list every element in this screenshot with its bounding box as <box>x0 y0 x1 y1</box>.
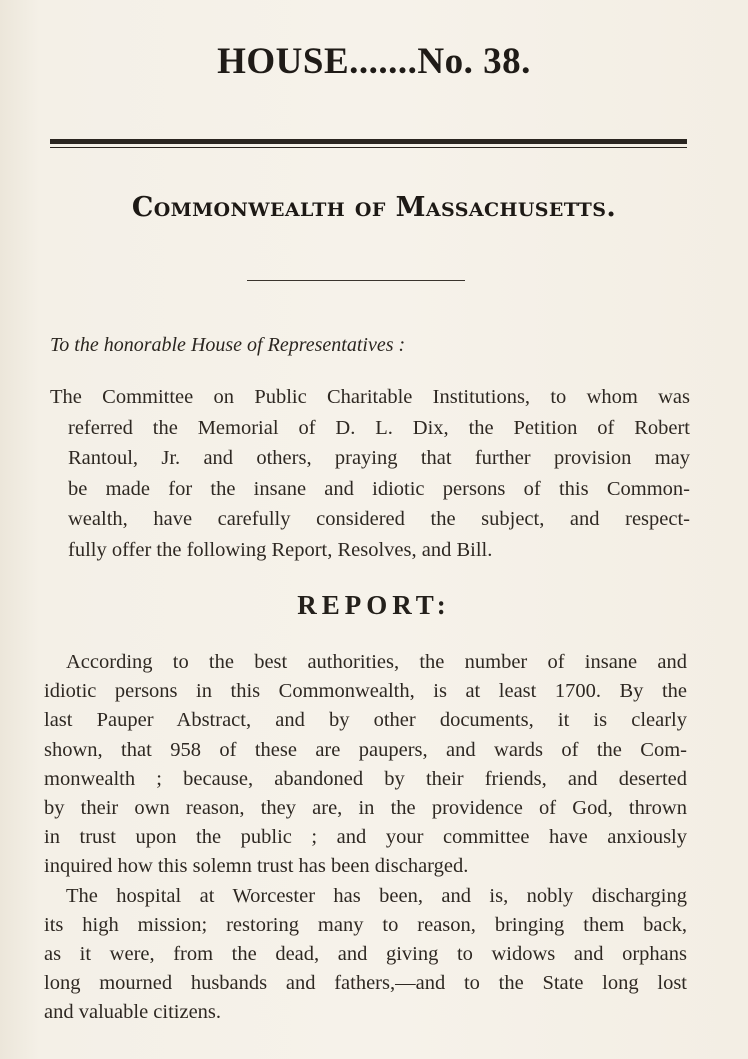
report-heading: REPORT: <box>297 590 451 620</box>
paragraph2-line: as it were, from the dead, and giving to widows and orphans <box>44 943 687 966</box>
document-number-heading: HOUSE.......No. 38. <box>217 41 531 82</box>
report-body <box>44 648 687 1028</box>
paragraph1-line: in trust upon the public ; and your committee have anxiously <box>44 826 687 849</box>
intro-line: fully offer the following Report, Resolves, and Bill. <box>68 538 493 561</box>
commonwealth-title: Commonwealth of Massachusetts. <box>131 192 617 223</box>
intro-paragraph <box>50 382 690 565</box>
heading-rule-thick <box>50 139 687 144</box>
paragraph1-line: monwealth ; because, abandoned by their friends, and deserted <box>44 767 687 790</box>
paragraph2-line: and valuable citizens. <box>44 1001 222 1024</box>
salutation: To the honorable House of Representatives : <box>50 334 406 356</box>
paragraph2-line: its high mission; restoring many to reason, bringing them back, <box>44 913 687 936</box>
paragraph1-line: inquired how this solemn trust has been discharged. <box>44 855 469 878</box>
paragraph1-line: by their own reason, they are, in the providence of God, thrown <box>44 797 687 820</box>
paragraph2-line: long mourned husbands and fathers,—and to the State long lost <box>44 972 687 995</box>
paragraph1-line: According to the best authorities, the number of insane and <box>66 651 687 673</box>
title-divider <box>247 280 465 281</box>
intro-line: be made for the insane and idiotic persons of this Common- <box>68 477 690 500</box>
intro-line: Rantoul, Jr. and others, praying that further provision may <box>68 447 690 469</box>
paragraph1-line: idiotic persons in this Commonwealth, is at least 1700. By the <box>44 680 687 703</box>
paragraph2-line: The hospital at Worcester has been, and is, nobly discharging <box>66 884 687 907</box>
paragraph1-line: last Pauper Abstract, and by other documents, it is clearly <box>44 709 687 732</box>
intro-line: The Committee on Public Charitable Institutions, to whom was <box>50 386 690 408</box>
heading-rule-thin <box>50 147 687 148</box>
intro-line: referred the Memorial of D. L. Dix, the Petition of Robert <box>68 416 690 439</box>
intro-line: wealth, have carefully considered the subject, and respect- <box>68 508 690 530</box>
paragraph1-line: shown, that 958 of these are paupers, and wards of the Com- <box>44 738 687 761</box>
